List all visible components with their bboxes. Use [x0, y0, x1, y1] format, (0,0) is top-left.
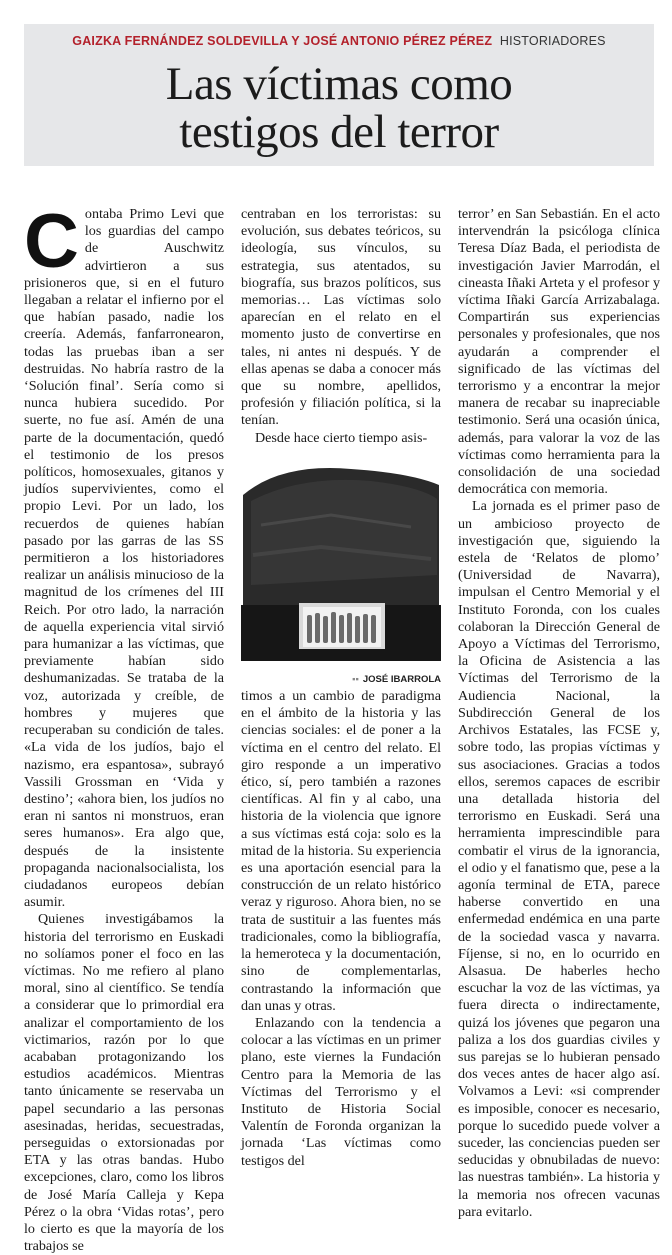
byline-role: HISTORIADORES — [499, 34, 606, 48]
byline — [24, 34, 654, 48]
credit-marker-icon: ▪▪ — [352, 673, 359, 685]
headline — [24, 60, 654, 156]
paragraph: Desde hace cierto tiempo asis- — [255, 429, 428, 446]
illustration — [241, 455, 441, 667]
byline-authors: GAIZKA FERNÁNDEZ SOLDEVILLA Y JOSÉ ANTONIO PÉREZ PÉREZ — [72, 34, 493, 48]
drop-cap: C — [24, 199, 79, 284]
paragraph: La jornada es el primer paso de un ambicioso proyecto de investigación que, siguiendo la estela de ‘Relatos de plomo’ (Universidad de Navarra), impulsan el Centro Memorial y el Instituto Foronda, con los cuales colaboran la Dirección General de Apoyo a Víctimas del Terrorismo, la Oficina de Asistencia a las Víctimas del Terrorismo de la Audiencia Nacional, la Subdirección General de los Archivos Estatales, las FCSE y, sobre todo, las propias víctimas y sus asociaciones. Gracias a todos ellos, seremos capaces de escribir una detallada historia del terrorismo en Euskadi. Será una herramienta imprescindible para combatir el virus de la ignorancia, el odio y el fanatismo que, pese a la agonía terminal de ETA, parece haberse convertido en una enfermedad endémica en una parte de la sociedad vasca y navarra. Fíjense, si no, en lo ocurrido en Alsasua. De haberles hecho escuchar la voz de las víctimas, ya fuera directa o indirectamente, quizá los jóvenes que pegaron una paliza a los dos guardias civiles y sus parejas se lo hubieran pensado dos veces antes de hacer algo así. Volvamos a Levi: «si comprender es imposible, conocer es necesario, porque lo sucedido puede volver a suceder, las conciencias pueden ser seducidas y obnubiladas de nuevo: las nuestras también». La historia y la memoria nos ofrecen vacunas para evitarlo. — [458, 498, 660, 1220]
paragraph — [24, 199, 224, 911]
article-column-1 — [24, 199, 224, 1255]
paragraph: terror’ en San Sebastián. En el acto intervendrán la psicóloga clínica Teresa Díaz Bada, el periodista de investigación Javier Marrodán, el cineasta Iñaki Arteta y el profesor y víctima Iñaki García Arrizabalaga. Compartirán sus experiencias personales y profesionales, que nos ayudarán a comprender el significado de las víctimas del terrorismo y a encontrar la mejor manera de recabar su inapreciable testimonio. Será una ocasión única, además, para valorar la voz de las víctimas como herramienta para la consolidación de una sociedad democrática con memoria. — [458, 206, 660, 498]
article-column-3 — [458, 206, 660, 1220]
article-header — [24, 24, 654, 166]
headline-line-2: testigos del terror — [179, 106, 499, 158]
paragraph: timos a un cambio de paradigma en el ámbito de la historia y las ciencias sociales: el de poner a la víctima en el centro del relato. El giro responde a un imperativo ético, sí, pero también a razones científicas. Al fin y al cabo, una historia de la violencia que ignore a sus víctimas está coja: solo es la mitad de la historia. Su experiencia es una aportación esencial para la construcción de un relato histórico veraz y riguroso. Ahora bien, no se trata de sustituir a las fuentes más tradicionales, como la bibliografía, la hemeroteca y la documentación, sino de complementarlas, contrastando la información que dan unas y otras. — [241, 688, 441, 1014]
article-column-2 — [241, 206, 441, 1169]
paragraph: centraban en los terroristas: su evolución, sus debates teóricos, su ideología, sus vínculos, su estrategia, sus atentados, su biografía, sus brazos políticos, sus memorias… Las víctimas solo aparecían en el relato en el momento justo de convertirse en tales, ni antes ni después. Y de ellas apenas se daba a conocer más que su nombre, apellidos, profesión y filiación política, si la tenían. — [241, 206, 441, 429]
headline-line-1: Las víctimas como — [165, 58, 513, 110]
paragraph-text: ontaba Primo Levi que los guardias del campo de Auschwitz advirtieron a sus prisioneros que, si en el futuro llegaban a relatar el infierno por el que habían pasado, nadie los creería. Además, fanfarronearon, todas las pruebas iban a ser destruidas. No habría rastro de la ‘Solución final’. Sería como si nunca hubiera sucedido. Por suerte, no fue así. Amén de una parte de la documentación, quedó el testimonio de los presos políticos, homosexuales, gitanos y judíos supervivientes, como el propio Levi. Por un lado, los recuerdos de quienes habían pasado por las garras de las SS permitieron a los historiadores realizar un análisis minucioso de la magnitud de los crímenes del III Reich. Por otro lado, la narración de aquella experiencia vital sirvió para humanizar a las víctimas, que previamente habían sido deshumanizadas. Se trataba de la voz, autorizada y creíble, de hombres y mujeres que recuperaban su condición de tales. «La vida de los judíos, bajo el nazismo, era espantosa», subrayó Vassili Grossman en ‘Vida y destino’; «ahora bien, los judíos no eran ni santos ni monstruos, eran seres humanos». Era algo que, después de la insistente propaganda nacionalsocialista, los ciudadanos europeos debían asumir. — [24, 206, 224, 911]
credit-text: JOSÉ IBARROLA — [362, 673, 441, 685]
illustration-credit — [241, 671, 441, 688]
illustration-image — [241, 455, 441, 667]
paragraph: Quienes investigábamos la historia del terrorismo en Euskadi no solíamos poner el foco en las víctimas. No me refiero al plano moral, sino al científico. Se tendía a considerar que lo primordial era analizar el comportamiento de los victimarios, razón por lo que acababan protagonizando los estudios académicos. Mientras tanto únicamente se reservaba un papel secundario a las personas asesinadas, heridas, secuestradas, perseguidas o extorsionadas por ETA y las otras bandas. Hubo excepciones, claro, como los libros de José María Calleja y Kepa Pérez o la obra ‘Vidas rotas’, pero lo cierto es que la mayoría de los trabajos se — [24, 911, 224, 1255]
paragraph: Enlazando con la tendencia a colocar a las víctimas en un primer plano, este viernes la Fundación Centro para la Memoria de las Víctimas del Terrorismo y el Instituto de Historia Social Valentín de Foronda organizan la jornada ‘Las víctimas como testigos del — [241, 1014, 441, 1169]
